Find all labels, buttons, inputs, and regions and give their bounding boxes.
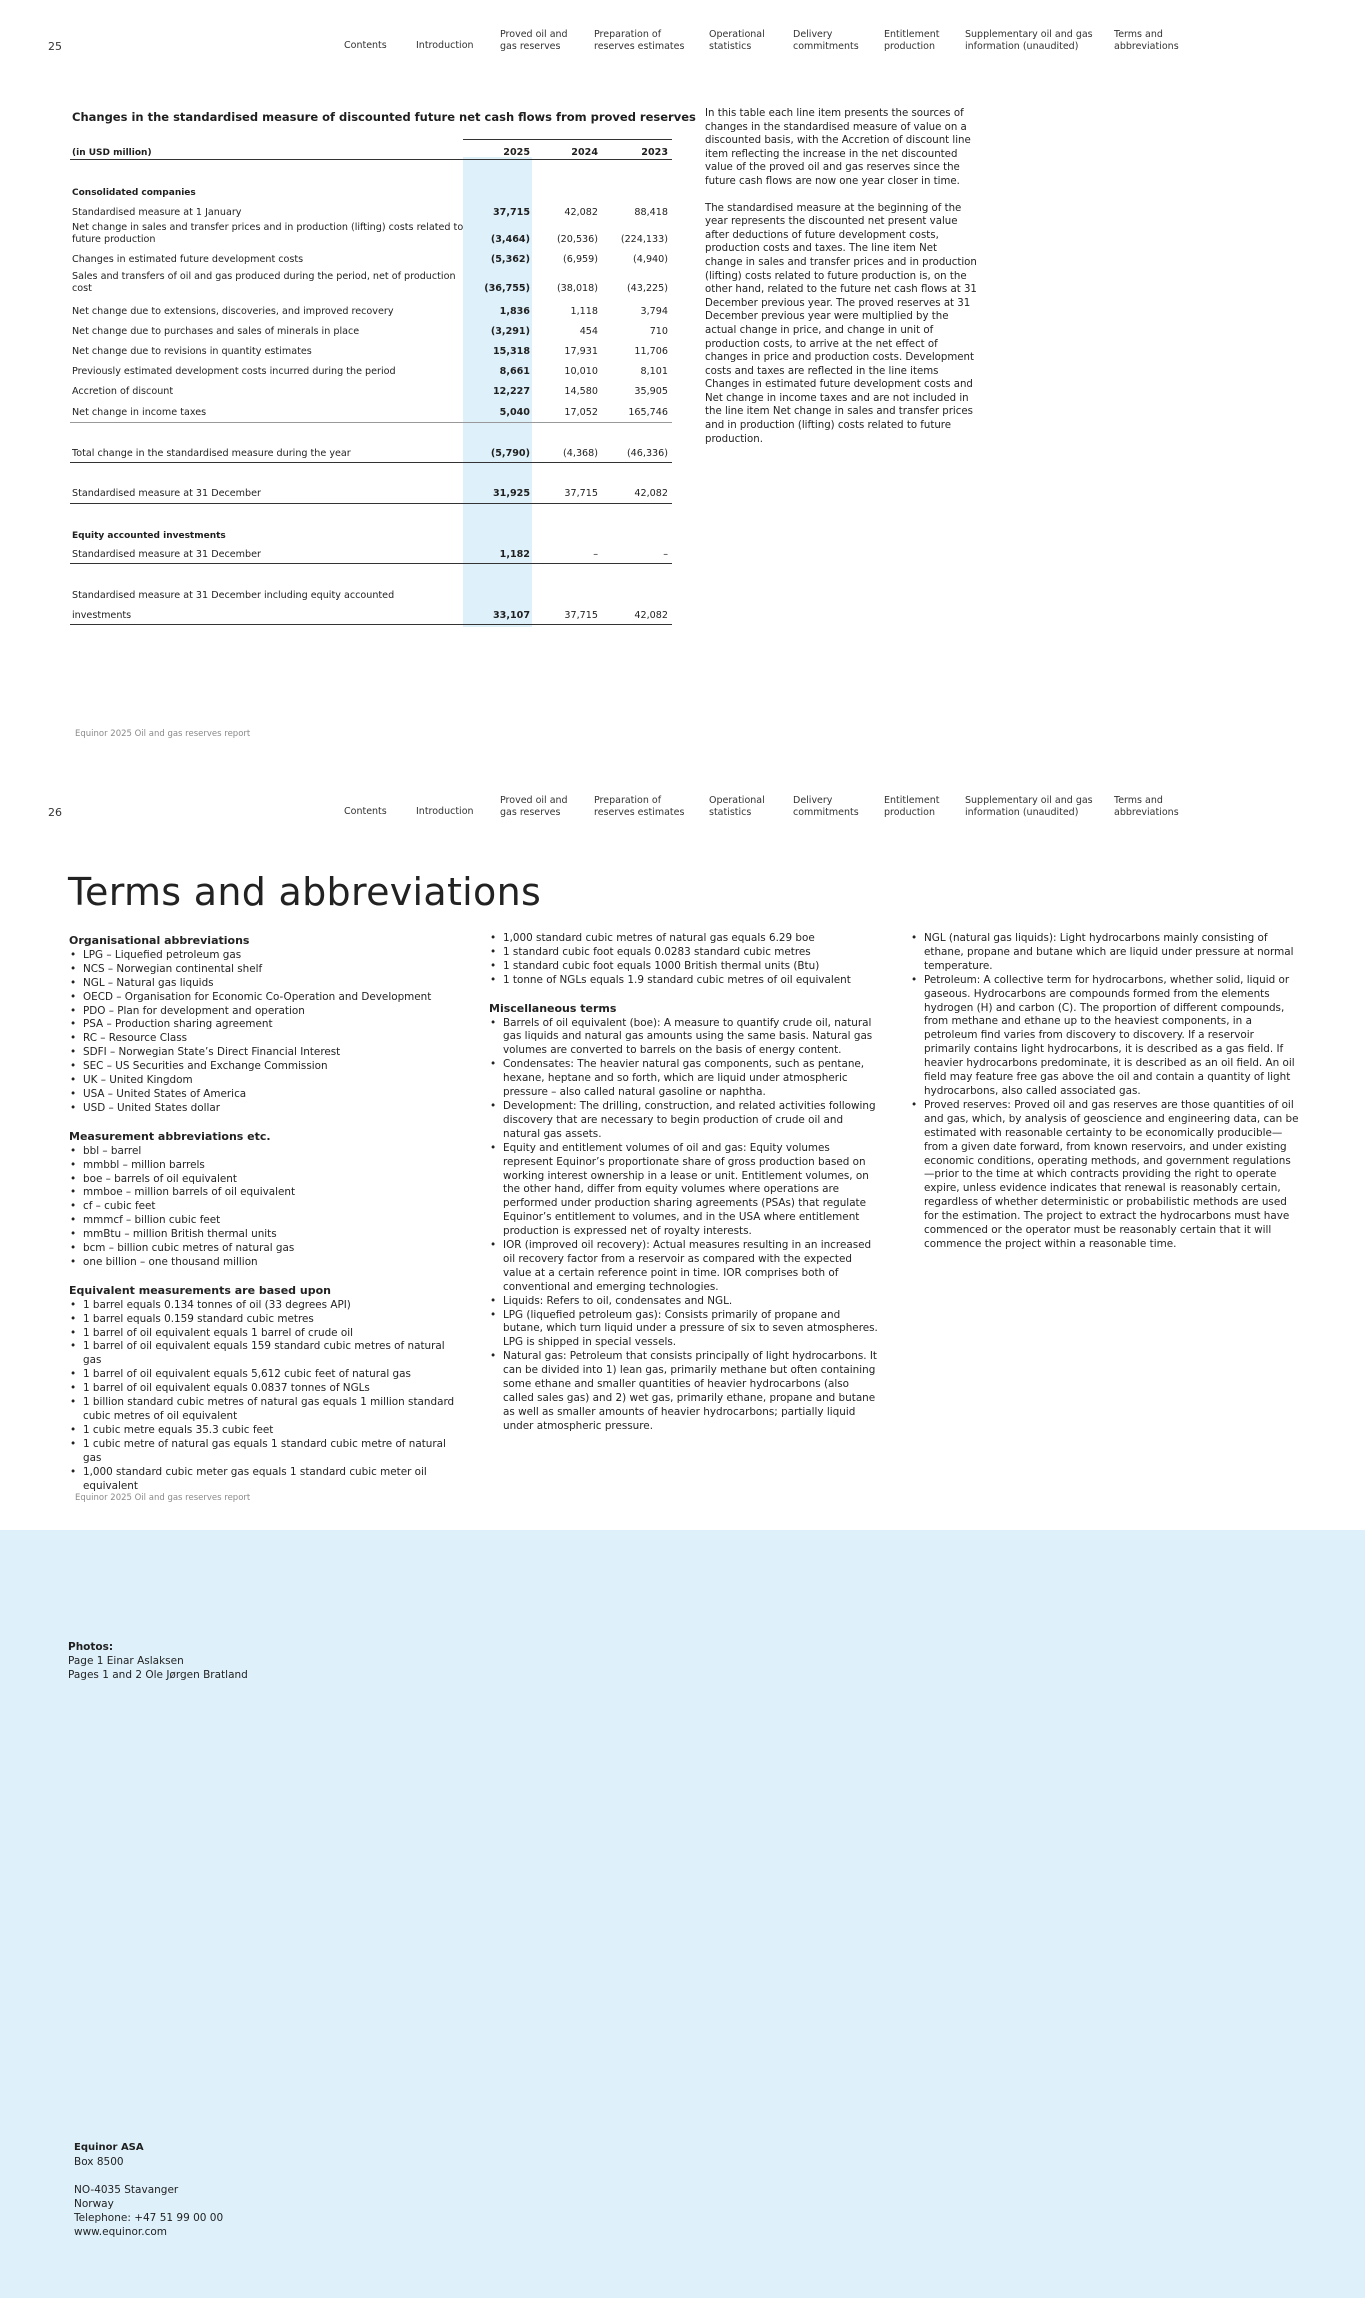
list-item: • 1,000 standard cubic metres of natural gas equals 6.29 boe bbox=[489, 932, 879, 946]
list-item: • IOR (improved oil recovery): Actual measures resulting in an increased oil recovery factor from a reservoir as compared with the expected value at a certain reference point in time. IOR comprises both of conventional and emerging technologies. bbox=[489, 1239, 879, 1295]
company-name: Equinor ASA bbox=[74, 2142, 144, 2153]
report-page-25: 25 Contents Introduction Proved oil and gas reserves Preparation of reserves estimates Operational statistics Delivery commitments Entitlement production Supplementary oil and gas information (unaudited) Terms and abbreviations Changes in the standardised measure of discounted future net cash flows from proved reserves (in USD million) 2025 2024 2023 Consolidated companies Standardised measure at 1 January 37,715 42,082 88,418 Net change in sales and transfer prices and in production (lifting) costs related to future production (3,464) (20,536) (224,133) Changes in estimated future development costs (5,362) (6,959) (4,940) Sales and transfers of oil and gas produced during the period, net of production cost (36,755) (38,018) (43,225) Net change due to extensions, discoveries, and improved recovery 1,836 1,118 3,794 Net change due to purchases and sales of minerals in place (3,291) 454 710 Net change due to revisions in quantity estimates 15,318 17,931 11,706 Previously estimated development costs incurred during the period 8,661 10,010 8,101 Accretion of discount 12,227 14,580 35,905 Net change in income taxes 5,040 17,052 165,746 Total change in the standardised measure during the year (5,790) (4,368) (46,336) Standardised measure at 31 December 31,925 37,715 42,082 Equity accounted investments Standardised measure at 31 December 1,182 – – Standardised measure at 31 December including equity accounted investments 33,107 37,715 42,082 In this table each line item presents the sources of changes in the standardised measure of value on a discounted basis, with the Accretion of discount line item reflecting the increase in the net discounted value of the proved oil and gas reserves since the future cash flows are now one year closer in time. The standardised measure at the beginning of the year represents the discounted net present value after deductions of future development costs, production costs and taxes. The line item Net change in sales and transfer prices and in production (lifting) costs related to future production is, on the other hand, related to the future net cash flows at 31 December previous year. The proved reserves at 31 December previous year were multiplied by the actual change in price, and change in unit of production costs, to arrive at the net effect of changes in price and production costs. Development costs and taxes are reflected in the line items Changes in estimated future development costs and Net change in income taxes and are not included in the line item Net change in sales and transfer prices and in production (lifting) costs related to future production. Equinor 2025 Oil and gas reserves report bbox=[0, 0, 1365, 766]
section-heading: Miscellaneous terms bbox=[489, 1001, 617, 1015]
nav-delivery-commitments[interactable]: Delivery commitments bbox=[793, 795, 859, 818]
list-item: • LPG – Liquefied petroleum gas bbox=[69, 949, 464, 963]
paragraph: In this table each line item presents the sources of changes in the standardised measure of value on a discounted basis, with the Accretion of discount line item reflecting the increase in the net discounted value of the proved oil and gas reserves since the future cash flows are now one year closer in time. bbox=[705, 108, 971, 187]
list-item: • 1 barrel of oil equivalent equals 5,612 cubic feet of natural gas bbox=[69, 1368, 464, 1382]
list-item: • mmmcf – billion cubic feet bbox=[69, 1214, 464, 1228]
list-item: • 1,000 standard cubic meter gas equals 1 standard cubic meter oil equivalent bbox=[69, 1466, 464, 1494]
nav-delivery-commitments[interactable]: Delivery commitments bbox=[793, 29, 859, 52]
list-item: • Liquids: Refers to oil, condensates and NGL. bbox=[489, 1295, 879, 1309]
list-item: • Natural gas: Petroleum that consists principally of light hydrocarbons. It can be divided into 1) lean gas, primarily methane but often containing some ethane and smaller quantities of heavier hydrocarbons (also called sales gas) and 2) wet gas, primarily ethane, propane and butane as well as smaller amounts of heavier hydrocarbons; partially liquid under atmospheric pressure. bbox=[489, 1350, 879, 1433]
year-header: 2025 bbox=[503, 147, 530, 158]
list-item: • mmboe – million barrels of oil equivalent bbox=[69, 1186, 464, 1200]
section-heading: Equity accounted investments bbox=[72, 531, 226, 541]
list-item: • mmbbl – million barrels bbox=[69, 1159, 464, 1173]
list-item: • NGL (natural gas liquids): Light hydrocarbons mainly consisting of ethane, propane and butane which are liquid under pressure at normal temperature. bbox=[910, 932, 1300, 974]
list-item: • Condensates: The heavier natural gas components, such as pentane, hexane, heptane and so forth, which are liquid under atmospheric pressure – also called natural gasoline or naphtha. bbox=[489, 1058, 879, 1100]
terms-column-1 bbox=[69, 930, 464, 1493]
list-item: • RC – Resource Class bbox=[69, 1032, 464, 1046]
list-item: • SDFI – Norwegian State’s Direct Financial Interest bbox=[69, 1046, 464, 1060]
terms-column-2 bbox=[489, 932, 879, 1434]
miscellaneous-terms-list bbox=[489, 1017, 879, 1434]
nav-operational-statistics[interactable]: Operational statistics bbox=[709, 29, 765, 52]
list-item: • USA – United States of America bbox=[69, 1088, 464, 1102]
list-item: • one billion – one thousand million bbox=[69, 1256, 464, 1270]
table-rule bbox=[70, 422, 672, 423]
list-item: • Barrels of oil equivalent (boe): A measure to quantify crude oil, natural gas liquids and natural gas amounts using the same basis. Natural gas volumes are converted to barrels on the basis of energy content. bbox=[489, 1017, 879, 1059]
nav-proved-reserves[interactable]: Proved oil and gas reserves bbox=[500, 795, 568, 818]
address-line bbox=[74, 2169, 223, 2183]
year-header: 2023 bbox=[641, 147, 668, 158]
page-number: 26 bbox=[48, 806, 62, 819]
list-item: • OECD – Organisation for Economic Co-Operation and Development bbox=[69, 991, 464, 1005]
page-footer: Equinor 2025 Oil and gas reserves report bbox=[75, 1493, 251, 1503]
table-rule bbox=[70, 563, 672, 564]
nav-preparation[interactable]: Preparation of reserves estimates bbox=[594, 29, 685, 52]
page-number: 25 bbox=[48, 40, 62, 53]
photo-credit-line: Pages 1 and 2 Ole Jørgen Bratland bbox=[68, 1669, 248, 1681]
website-link[interactable]: www.equinor.com bbox=[74, 2226, 168, 2238]
nav-preparation[interactable]: Preparation of reserves estimates bbox=[594, 795, 685, 818]
list-item: • bcm – billion cubic metres of natural gas bbox=[69, 1242, 464, 1256]
list-item: • 1 standard cubic foot equals 1000 British thermal units (Btu) bbox=[489, 960, 879, 974]
table-rule bbox=[70, 462, 672, 463]
paragraph: The standardised measure at the beginning of the year represents the discounted net present value after deductions of future development costs, production costs and taxes. The line item Net change in sales and transfer prices and in production (lifting) costs related to future production is, on the other hand, related to the future net cash flows at 31 December previous year. The proved reserves at 31 December previous year were multiplied by the actual change in price, and change in unit of production costs, to arrive at the net effect of changes in price and production costs. Development costs and taxes are reflected in the line items Changes in estimated future development costs and Net change in income taxes and are not included in the line item Net change in sales and transfer prices and in production (lifting) costs related to future production. bbox=[705, 202, 977, 445]
list-item: • 1 cubic metre equals 35.3 cubic feet bbox=[69, 1424, 464, 1438]
list-item: • 1 barrel of oil equivalent equals 159 standard cubic metres of natural gas bbox=[69, 1340, 464, 1368]
page-title: Terms and abbreviations bbox=[68, 870, 542, 914]
explanatory-text bbox=[705, 107, 977, 459]
section-heading: Consolidated companies bbox=[72, 188, 196, 198]
list-item: • Proved reserves: Proved oil and gas reserves are those quantities of oil and gas, which, by analysis of geoscience and engineering data, can be estimated with reasonable certainty to be economically producible—from a given date forward, from known reservoirs, and under existing economic conditions, operating methods, and government regulations—prior to the time at which contracts providing the right to operate expire, unless evidence indicates that renewal is reasonably certain, regardless of whether deterministic or probabilistic methods are used for the estimation. The project to extract the hydrocarbons must have commenced or the operator must be reasonably certain that it will commence the project within a reasonable time. bbox=[910, 1099, 1300, 1252]
list-item: • cf – cubic feet bbox=[69, 1200, 464, 1214]
table-rule bbox=[70, 624, 672, 625]
list-item: • 1 barrel of oil equivalent equals 0.0837 tonnes of NGLs bbox=[69, 1382, 464, 1396]
section-heading: Measurement abbreviations etc. bbox=[69, 1129, 271, 1143]
list-item: • 1 tonne of NGLs equals 1.9 standard cubic metres of oil equivalent bbox=[489, 974, 879, 988]
list-item: • Petroleum: A collective term for hydrocarbons, whether solid, liquid or gaseous. Hydrocarbons are compounds formed from the elements hydrogen (H) and carbon (C). The proportion of different compounds, from methane and ethane up to the heaviest components, in a petroleum find varies from discovery to discovery. If a reservoir primarily contains light hydrocarbons, it is described as a gas field. If heavier hydrocarbons predominate, it is described as an oil field. An oil field may feature free gas above the oil and contain a quantity of light hydrocarbons, also called associated gas. bbox=[910, 974, 1300, 1099]
nav-terms-abbreviations[interactable]: Terms and abbreviations bbox=[1114, 795, 1179, 818]
top-navigation bbox=[344, 795, 1244, 825]
list-item: • NGL – Natural gas liquids bbox=[69, 977, 464, 991]
table-rule bbox=[70, 159, 672, 160]
list-item: • 1 cubic metre of natural gas equals 1 standard cubic metre of natural gas bbox=[69, 1438, 464, 1466]
nav-entitlement-production[interactable]: Entitlement production bbox=[884, 795, 940, 818]
list-item: • bbl – barrel bbox=[69, 1145, 464, 1159]
unit-label: (in USD million) bbox=[72, 148, 152, 158]
list-item: • SEC – US Securities and Exchange Commission bbox=[69, 1060, 464, 1074]
list-item: • UK – United Kingdom bbox=[69, 1074, 464, 1088]
list-item: • Development: The drilling, construction, and related activities following discovery that are necessary to begin production of crude oil and natural gas assets. bbox=[489, 1100, 879, 1142]
miscellaneous-terms-list-cont bbox=[910, 932, 1300, 1252]
nav-supplementary-info[interactable]: Supplementary oil and gas information (unaudited) bbox=[965, 29, 1093, 52]
page-footer: Equinor 2025 Oil and gas reserves report bbox=[75, 729, 251, 739]
year-header: 2024 bbox=[571, 147, 598, 158]
top-navigation bbox=[344, 29, 1244, 59]
nav-introduction[interactable]: Introduction bbox=[416, 806, 474, 817]
company-address bbox=[74, 2141, 223, 2239]
list-item: • 1 billion standard cubic metres of natural gas equals 1 million standard cubic metres of oil equivalent bbox=[69, 1396, 464, 1424]
org-abbreviation-list bbox=[69, 949, 464, 1116]
list-item: • 1 barrel equals 0.134 tonnes of oil (33 degrees API) bbox=[69, 1299, 464, 1313]
nav-contents[interactable]: Contents bbox=[344, 40, 387, 51]
report-page-26 bbox=[0, 766, 1365, 1530]
list-item: • boe – barrels of oil equivalent bbox=[69, 1173, 464, 1187]
terms-column-3 bbox=[910, 932, 1300, 1252]
photo-credit-line: Page 1 Einar Aslaksen bbox=[68, 1655, 184, 1667]
list-item: • PSA – Production sharing agreement bbox=[69, 1018, 464, 1032]
list-item: • 1 standard cubic foot equals 0.0283 standard cubic metres bbox=[489, 946, 879, 960]
nav-operational-statistics[interactable]: Operational statistics bbox=[709, 795, 765, 818]
table-rule bbox=[70, 503, 672, 504]
address-line: Norway bbox=[74, 2198, 114, 2210]
list-item: • NCS – Norwegian continental shelf bbox=[69, 963, 464, 977]
list-item: • USD – United States dollar bbox=[69, 1102, 464, 1116]
list-item: • PDO – Plan for development and operation bbox=[69, 1005, 464, 1019]
list-item: • mmBtu – million British thermal units bbox=[69, 1228, 464, 1242]
list-item: • Equity and entitlement volumes of oil and gas: Equity volumes represent Equinor’s proportionate share of gross production based on working interest ownership in a lease or unit. Entitlement volumes, on the other hand, differ from equity volumes where operations are performed under production sharing agreements (PSAs) that regulate Equinor’s entitlement to volumes, and in the USA where entitlement production is expressed net of royalty interests. bbox=[489, 1142, 879, 1239]
section-heading: Organisational abbreviations bbox=[69, 934, 250, 947]
photos-heading: Photos: bbox=[68, 1641, 114, 1653]
nav-proved-reserves[interactable]: Proved oil and gas reserves bbox=[500, 29, 568, 52]
address-line: Telephone: +47 51 99 00 00 bbox=[74, 2212, 224, 2224]
list-item: • 1 barrel of oil equivalent equals 1 barrel of crude oil bbox=[69, 1327, 464, 1341]
header-rule-top bbox=[463, 139, 672, 140]
address-line: NO-4035 Stavanger bbox=[74, 2184, 179, 2196]
photo-credits bbox=[68, 1640, 248, 1682]
measurement-abbreviation-list bbox=[69, 1145, 464, 1270]
address-line: Box 8500 bbox=[74, 2156, 124, 2168]
back-cover bbox=[0, 1530, 1365, 2298]
nav-introduction[interactable]: Introduction bbox=[416, 40, 474, 51]
equivalent-measurement-list-cont bbox=[489, 932, 879, 988]
nav-entitlement-production[interactable]: Entitlement production bbox=[884, 29, 940, 52]
nav-contents[interactable]: Contents bbox=[344, 806, 387, 817]
nav-terms-abbreviations[interactable]: Terms and abbreviations bbox=[1114, 29, 1179, 52]
list-item: • LPG (liquefied petroleum gas): Consists primarily of propane and butane, which turn liquid under a pressure of six to seven atmospheres. LPG is shipped in special vessels. bbox=[489, 1309, 879, 1351]
section-heading: Equivalent measurements are based upon bbox=[69, 1283, 331, 1297]
equivalent-measurement-list bbox=[69, 1299, 464, 1494]
list-item: • 1 barrel equals 0.159 standard cubic metres bbox=[69, 1313, 464, 1327]
table-title: Changes in the standardised measure of discounted future net cash flows from proved reserves bbox=[72, 110, 696, 124]
nav-supplementary-info[interactable]: Supplementary oil and gas information (unaudited) bbox=[965, 795, 1093, 818]
